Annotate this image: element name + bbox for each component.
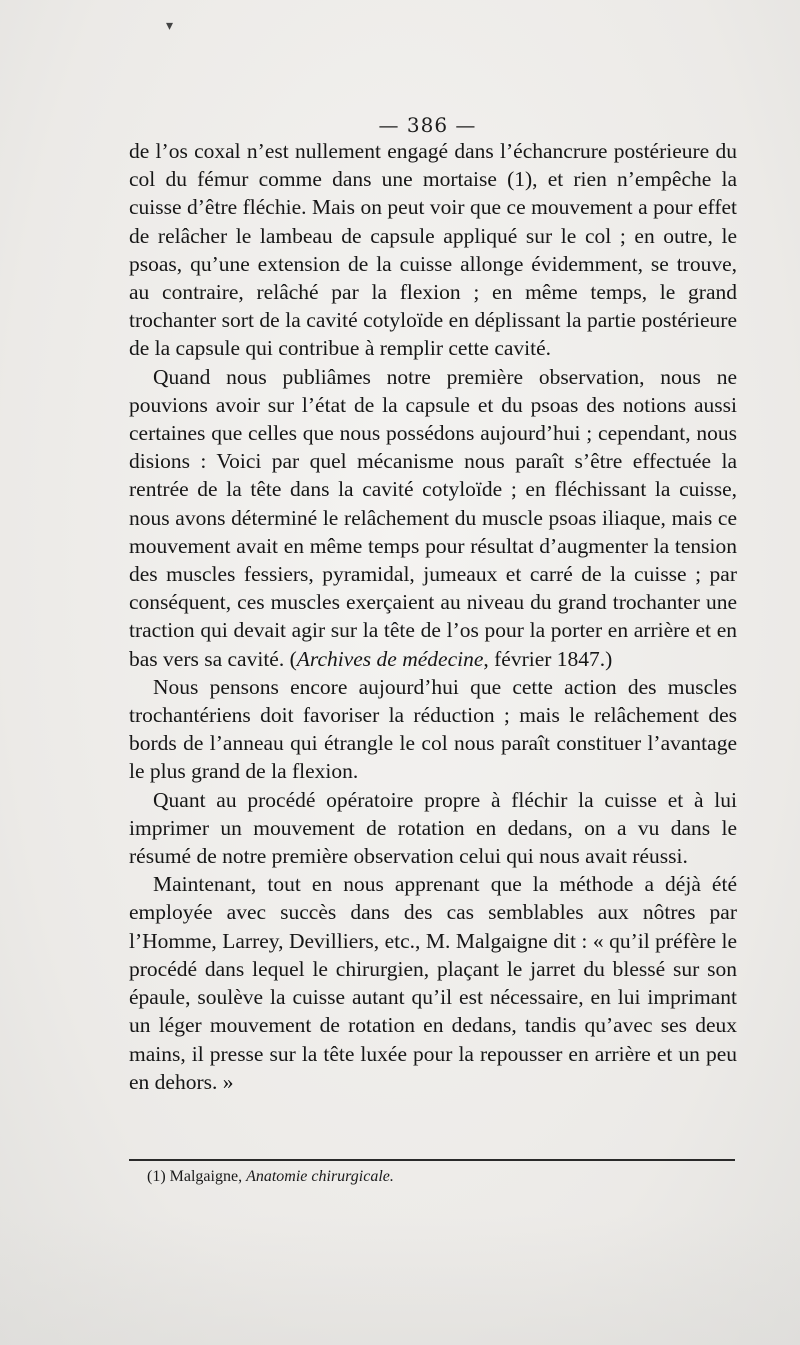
citation-date: , février 1847.) [483, 646, 613, 671]
corner-mark: ▾ [166, 18, 174, 34]
citation-title: Archives de médecine [296, 646, 484, 671]
footnote-title: Anatomie chirurgicale. [246, 1168, 394, 1185]
footnote-divider [129, 1159, 735, 1161]
footnote [147, 1168, 394, 1186]
paragraph-1: de l’os coxal n’est nullement engagé dans l’échancrure postérieure du col du fémur comme dans une mortaise (1), et rien n’empêche la cuisse d’être fléchie. Mais on peut voir que ce mouvement a pour effet de relâcher le lambeau de capsule appliqué sur le col ; en outre, le psoas, qu’une extension de la cuisse allonge évidemment, se trouve, au contraire, relâché par la flexion ; en même temps, le grand trochanter sort de la cavité cotyloïde en déplissant la partie postérieure de la capsule qui contribue à remplir cette cavité. [129, 139, 737, 361]
paragraph-4: Quant au procédé opératoire propre à fléchir la cuisse et à lui imprimer un mouvement de rotation en dedans, on a vu dans le résumé de notre première observation celui qui nous avait réussi. [129, 787, 737, 869]
paragraph-3: Nous pensons encore aujourd’hui que cette action des muscles trochantériens doit favoriser la réduction ; mais le relâchement des bords de l’anneau qui étrangle le col nous paraît constituer l’avantage le plus grand de la flexion. [129, 674, 737, 784]
page-shadow [0, 1215, 800, 1345]
paragraph-2-text: Quand nous publiâmes notre première observation, nous ne pouvions avoir sur l’état de la capsule et du psoas des notions aussi certaines que celles que nous possédons aujourd’hui ; cependant, nous disions : Voici par quel mécanisme nous paraît s’être effectuée la rentrée de la tête dans la cavité cotyloïde ; en fléchissant la cuisse, nous avons déterminé le relâchement du muscle psoas iliaque, mais ce mouvement avait en même temps pour résultat d’augmenter la tension des muscles fessiers, pyramidal, jumeaux et carré de la cuisse ; par conséquent, ces muscles exerçaient au niveau du grand trochanter une traction qui devait agir sur la tête de l’os pour la porter en arrière et en bas vers sa cavité. ( [129, 364, 737, 671]
footnote-marker: (1) Malgaigne, [147, 1168, 247, 1185]
paragraph-2 [129, 363, 737, 673]
page-number: — 386 — [378, 113, 477, 137]
paragraph-5: Maintenant, tout en nous apprenant que la méthode a déjà été employée avec succès dans des cas semblables aux nôtres par l’Homme, Larrey, Devilliers, etc., M. Malgaigne dit : « qu’il préfère le procédé dans lequel le chirurgien, plaçant le jarret du blessé sur son épaule, soulève la cuisse autant qu’il est nécessaire, en lui imprimant un léger mouvement de rotation en dedans, tandis qu’avec ses deux mains, il presse sur la tête luxée pour la repousser en arrière et un peu en dehors. » [129, 872, 737, 1094]
body-text [129, 137, 737, 1096]
